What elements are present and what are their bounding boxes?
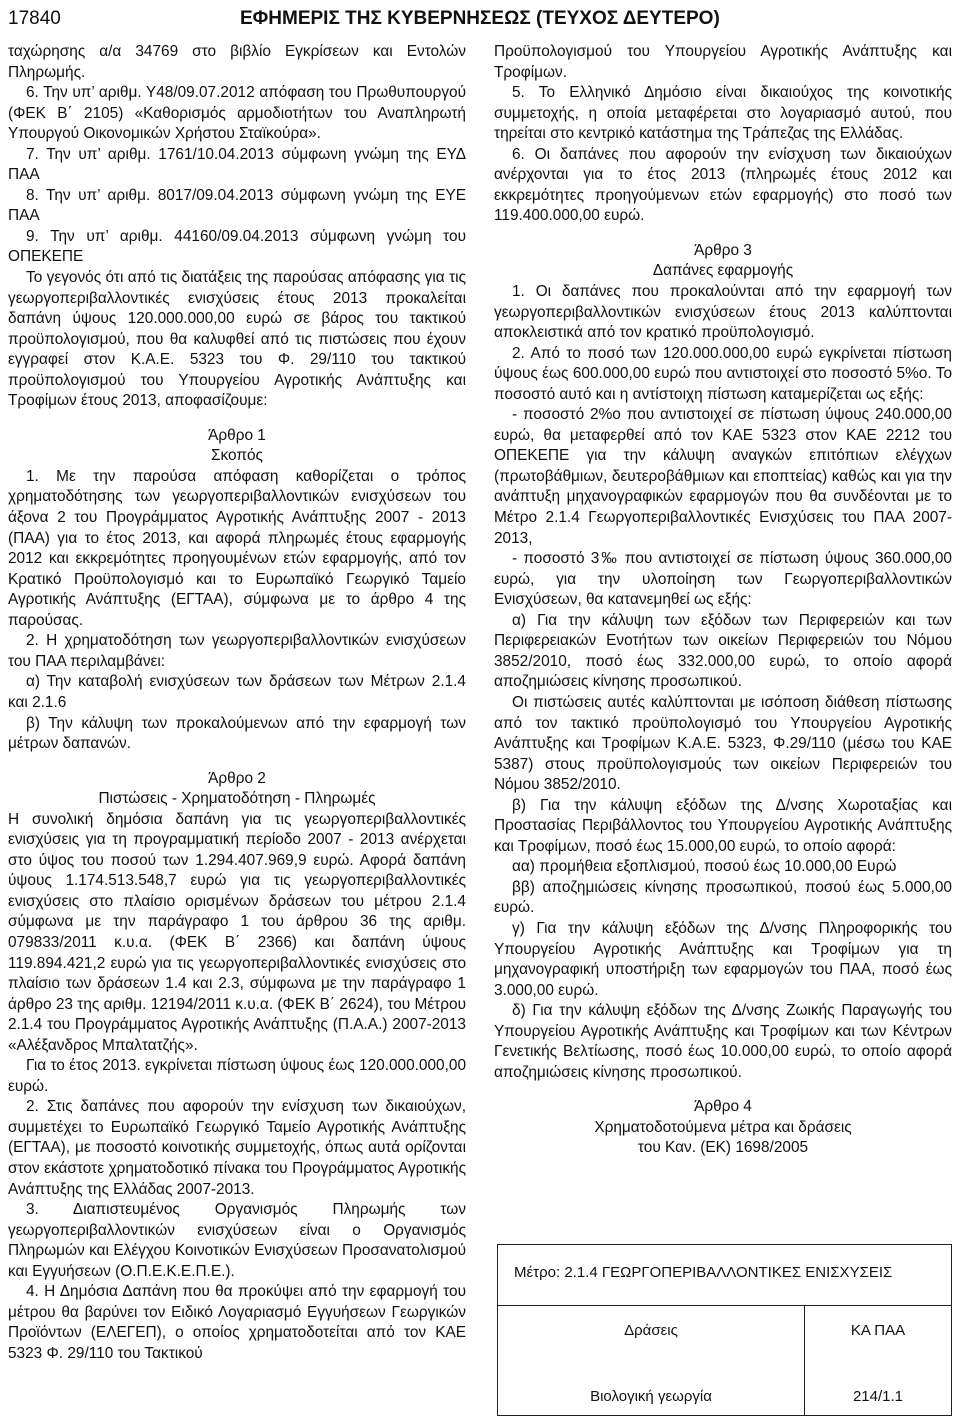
paragraph: 8. Την υπ’ αριθμ. 8017/09.04.2013 σύμφωνη γνώμη της ΕΥΕ ΠΑΑ — [8, 186, 466, 225]
paragraph: 5. Το Ελληνικό Δημόσιο είναι δικαιούχος της κοινοτικής συμμετοχής, η οποία μεταφέρεται στο λογαριασμό αυτού, που τηρείται στο κεντρικό κατάστημα της Τράπεζας της Ελλάδας. — [494, 84, 952, 143]
paragraph: γ) Για την κάλυψη εξόδων της Δ/νσης Πληροφορικής του Υπουργείου Αγροτικής Ανάπτυξης και Τροφίμων για τη μηχανογραφική υποστήριξη των εφαρμογών του ΠΑΑ, ποσό έως 3.000,00 ευρώ. — [494, 919, 952, 999]
paragraph: 3. Διαπιστευμένος Οργανισμός Πληρωμής των γεωργοπεριβαλλοντικών ενισχύσεων είναι ο Οργανισμός Πληρωμών και Ελέγχου Κοινοτικών Ενισχύσεων Προσανατολισμού και Εγγυήσεων (Ο.Π.Ε.Κ.Ε.Π.Ε.). — [8, 1201, 466, 1280]
paragraph: ταχώρησης α/α 34769 στο βιβλίο Εγκρίσεων και Εντολών Πληρωμής. — [8, 43, 466, 81]
table-cell-code: 214/1.1 — [852, 1388, 904, 1405]
article-1-subtitle: Σκοπός — [211, 447, 263, 465]
paragraph: 2. Η χρηματοδότηση των γεωργοπεριβαλλοντικών ενισχύσεων του ΠΑΑ περιλαμβάνει: — [8, 632, 466, 670]
paragraph: 2. Από το ποσό των 120.000.000,00 ευρώ εγκρίνεται πίστωση ύψους έως 600.000,00 ευρώ που αντιστοιχεί στο ποσοστό 5%ο. Το ποσοστό αυτό και η αντίστοιχη πίστωση καταμερίζεται ως εξής: — [494, 344, 952, 403]
column-header-code: ΚΑ ΠΑΑ — [850, 1322, 906, 1339]
left-column — [8, 42, 466, 1364]
article-2-subtitle: Πιστώσεις - Χρηματοδότηση - Πληρωμές — [98, 790, 376, 808]
paragraph: αα) προμήθεια εξοπλισμού, ποσού έως 10.000,00 Ευρώ — [512, 858, 897, 876]
paragraph: ββ) αποζημιώσεις κίνησης προσωπικού, ποσού έως 5.000,00 ευρώ. — [494, 878, 952, 917]
paragraph: 1. Με την παρούσα απόφαση καθορίζεται ο τρόπος χρηματοδότησης των γεωργοπεριβαλλοντικών ενισχύσεων του άξονα 2 του Προγράμματος Αγροτικής Ανάπτυξης 2007 - 2013 (ΠΑΑ) για το έτος 2013, και αφορά πληρωμές έτους εφαρμογής 2012 και εκκρεμότητες προηγουμένων ετών εφαρμογής, από τον Κρατικό Προϋπολογισμό και το Ευρωπαϊκό Γεωργικό Ταμείο Αγροτικής Ανάπτυξης (ΕΓΤΑΑ), σύμφωνα με το άρθρο 4 της παρούσας. — [8, 467, 466, 629]
paragraph: β) Για την κάλυψη εξόδων της Δ/νσης Χωροταξίας και Προστασίας Περιβάλλοντος του Υπουργείου Αγροτικής Ανάπτυξης και Τροφίμων, ποσό έως 15.000,00 ευρώ, το οποίο αφορά: — [494, 796, 952, 855]
paragraph: Η συνολική δημόσια δαπάνη για τις γεωργοπεριβαλλοντικές ενισχύσεις για τη προγραμματική περίοδο 2007 - 2013 ανέρχεται στο ύψος του ποσού των 1.294.407.969,9 ευρώ. Αφορά δαπάνη ύψους 1.174.513.548,7 ευρώ για τις γεωργοπεριβαλλοντικές ενισχύσεις στο πλαίσιο ορισμένων δράσεων του μέτρου 2.1.4 σύμφωνα με την παράγραφο 1 του άρθρου 36 της αριθμ. 079833/2011 κ.υ.α. (ΦΕΚ Β΄ 2366) και δαπάνη ύψους 119.894.421,2 ευρώ για τις γεωργοπεριβαλλοντικές ενισχύσεις στο πλαίσιο των δράσεων 1.4 και 2.3, σύμφωνα με την παράγραφο 1 άρθρο 23 της αριθμ. 12194/2011 κ.υ.α. (ΦΕΚ Β΄ 2624), του Μέτρου 2.1.4 του Προγράμματος Αγροτικής Ανάπτυξης (Π.Α.Α.) 2007-2013 «Αλέξανδρος Μπαλτατζής». — [8, 810, 466, 1054]
paragraph: 1. Οι δαπάνες που προκαλούνται από την εφαρμογή των γεωργοπεριβαλλοντικών ενισχύσεων έτους 2013 καλύπτονται αποκλειστικά από τον κρατικό προϋπολογισμό. — [494, 283, 952, 342]
article-3-subtitle: Δαπάνες εφαρμογής — [652, 262, 794, 280]
page-number: 17840 — [8, 8, 61, 29]
paragraph: Το γεγονός ότι από τις διατάξεις της παρούσας απόφασης για τις γεωργοπεριβαλλοντικές ενισχύσεις έτους 2013 προκαλείται δαπάνη ύψους 120.000.000,00 ευρώ σε βάρος του τακτικού προϋπολογισμού, που θα καλυφθεί από τις πιστώσεις που έχουν εγγραφεί στον Κ.Α.Ε. 5323 του Φ. 29/110 του τακτικού προϋπολογισμού του Υπουργείου Αγροτικής Ανάπτυξης και Τροφίμων έτους 2013, αποφασίζουμε: — [8, 269, 466, 410]
paragraph: 6. Οι δαπάνες που αφορούν την ενίσχυση των δικαιούχων ανέρχονται για το έτος 2013 (πληρωμές έτους 2012 και εκκρεμότητες προηγούμενων ετών εφαρμογής) στο ποσό των 119.400.000,00 ευρώ. — [494, 145, 952, 225]
table-measure-row — [498, 1245, 951, 1306]
paragraph: 2. Στις δαπάνες που αφορούν την ενίσχυση των δικαιούχων, συμμετέχει το Ευρωπαϊκό Γεωργικό Ταμείο Αγροτικής Ανάπτυξης (ΕΓΤΑΑ), με ποσοστό κοινοτικής συμμετοχής, όπως αυτά ορίζονται στον εκάστοτε χρηματοδοτικό πίνακα του Προγράμματος Αγροτικής Ανάπτυξης της Ελλάδας 2007-2013. — [8, 1098, 466, 1198]
paragraph: - ποσοστό 3‰ που αντιστοιχεί σε πίστωση ύψους 360.000,00 ευρώ, για την υλοποίηση των Γεωργοπεριβαλλοντικών Ενισχύσεων, θα κατανεμηθεί ως εξής: — [494, 550, 952, 609]
table-cell-action: Βιολογική γεωργία — [590, 1388, 712, 1405]
paragraph: Για το έτος 2013. εγκρίνεται πίστωση ύψους έως 120.000.000,00 ευρώ. — [8, 1057, 466, 1095]
paragraph: α) Την καταβολή ενισχύσεων των δράσεων των Μέτρων 2.1.4 και 2.1.6 — [8, 673, 466, 711]
article-2-title: Άρθρο 2 — [208, 769, 266, 787]
paragraph: Οι πιστώσεις αυτές καλύπτονται με ισόποση διάθεση πίστωσης από τον τακτικό προϋπολογισμό του Υπουργείου Αγροτικής Ανάπτυξης και Τροφίμων Κ.Α.Ε. 5323, Φ.29/110 (μέσω του ΚΑΕ 5387) στους προϋπολογισμούς των οικείων Περιφερειών του Νόμου 3852/2010. — [494, 693, 952, 794]
paragraph: 9. Την υπ’ αριθμ. 44160/09.04.2013 σύμφωνη γνώμη του ΟΠΕΚΕΠΕ — [8, 227, 466, 266]
article-4-subtitle: Χρηματοδοτούμενα μέτρα και δράσεις — [594, 1118, 852, 1136]
article-4-subtitle-regulation: του Καν. (ΕΚ) 1698/2005 — [637, 1139, 809, 1157]
paragraph: α) Για την κάλυψη των εξόδων των Περιφερειών και των Περιφερειακών Ενοτήτων των οικείων Περιφερειών του Νόμου 3852/2010, ποσό έως 332.000,00 ευρώ, το οποίο αφορά αποζημιώσεις κίνησης προσωπικού. — [494, 611, 952, 691]
paragraph: β) Την κάλυψη των προκαλούμενων από την εφαρμογή των μέτρων δαπανών. — [8, 714, 466, 753]
paragraph: 4. Η Δημόσια Δαπάνη που θα προκύψει από την εφαρμογή του μέτρου θα βαρύνει τον Ειδικό Λογαριασμό Εγγυήσεων Γεωργικών Προϊόντων (ΕΛΕΓΕΠ), ο οποίος χρηματοδοτείται από τον ΚΑΕ 5323 Φ. 29/110 του Τακτικού — [8, 1283, 466, 1362]
right-column — [494, 42, 952, 1159]
measure-label: Μέτρο: 2.1.4 ΓΕΩΡΓΟΠΕΡΙΒΑΛΛΟΝΤΙΚΕΣ ΕΝΙΣΧΥΣΕΙΣ — [514, 1264, 893, 1281]
paragraph: 7. Την υπ’ αριθμ. 1761/10.04.2013 σύμφωνη γνώμη της ΕΥΔ ΠΑΑ — [8, 145, 466, 184]
article-3-title: Άρθρο 3 — [694, 241, 752, 259]
page-header — [8, 4, 952, 36]
measures-table — [497, 1244, 952, 1416]
article-4-title: Άρθρο 4 — [694, 1098, 752, 1116]
paragraph: δ) Για την κάλυψη εξόδων της Δ/νσης Ζωικής Παραγωγής του Υπουργείου Αγροτικής Ανάπτυξης και Τροφίμων και των Κέντρων Γενετικής Βελτίωσης, ποσό έως 10.000,00 ευρώ, το οποίο αφορά αποζημιώσεις κίνησης προσωπικού. — [494, 1002, 952, 1081]
paragraph: 6. Την υπ’ αριθμ. Υ48/09.07.2012 απόφαση του Πρωθυπουργού (ΦΕΚ Β΄ 2105) «Καθορισμός αρμοδιοτήτων του Αναπληρωτή Υπουργού Οικονομικών Χρήστου Σταϊκούρα». — [8, 84, 466, 143]
article-1-title: Άρθρο 1 — [208, 426, 266, 444]
paragraph: - ποσοστό 2%ο που αντιστοιχεί σε πίστωση ύψους 240.000,00 ευρώ, θα μεταφερθεί από τον ΚΑΕ 5323 στον ΚΑΕ 2212 του ΟΠΕΚΕΠΕ για την κάλυψη αναγκών επιτόπιων ελέγχων (πρωτοβάθμιων, δευτεροβάθμιων και εποπτείας) καθώς και για την ανάπτυξη μηχανογραφικών εφαρμογών που θα συνδέονται με το Μέτρο 2.1.4 Γεωργοπεριβαλλοντικές Ενισχύσεις του ΠΑΑ 2007-2013, — [494, 406, 952, 547]
gazette-title: ΕΦΗΜΕΡΙΣ ΤΗΣ ΚΥΒΕΡΝΗΣΕΩΣ (ΤΕΥΧΟΣ ΔΕΥΤΕΡΟ) — [240, 8, 720, 29]
paragraph: Προϋπολογισμού του Υπουργείου Αγροτικής Ανάπτυξης και Τροφίμων. — [494, 43, 952, 81]
column-header-actions: Δράσεις — [624, 1322, 678, 1339]
